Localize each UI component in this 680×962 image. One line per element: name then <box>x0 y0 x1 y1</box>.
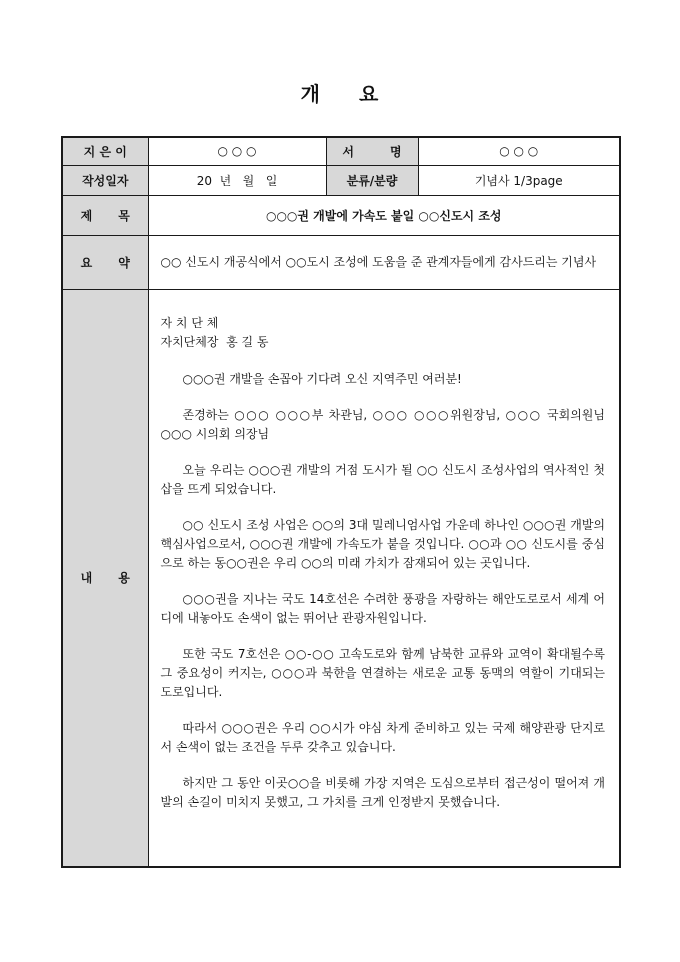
row-subject <box>62 195 620 235</box>
signature-label-b: 명 <box>390 144 402 159</box>
date-label: 작성일자 <box>62 165 148 195</box>
speech-paragraph: 존경하는 ○○○ ○○○부 차관님, ○○○ ○○○위원장님, ○○○ 국회의원님 ○○○ 시의회 의장님 <box>160 407 605 441</box>
row-summary <box>62 235 620 289</box>
signature-value: ○ ○ ○ <box>418 137 620 165</box>
date-value: 20 년 월 일 <box>148 165 326 195</box>
speech-paragraph: 하지만 그 동안 이곳○○을 비롯해 가장 지역은 도심으로부터 접근성이 떨어져 개발의 손길이 미치지 못했고, 그 가치를 크게 인정받지 못했습니다. <box>160 775 605 809</box>
page-title-right: 요 <box>359 82 380 106</box>
category-label: 분류/분량 <box>326 165 418 195</box>
row-date <box>62 165 620 195</box>
speaker-org: 자 치 단 체 <box>160 315 219 330</box>
summary-label-b: 약 <box>118 255 130 270</box>
author-value: ○ ○ ○ <box>148 137 326 165</box>
category-value: 기념사 1/3page <box>418 165 620 195</box>
speech-paragraph: 따라서 ○○○권은 우리 ○○시가 야심 차게 준비하고 있는 국제 해양관광 단지로서 손색이 없는 조건을 두루 갖추고 있습니다. <box>160 720 605 754</box>
subject-label-b: 목 <box>118 208 130 223</box>
speech-paragraph: ○○○권을 지나는 국도 14호선은 수려한 풍광을 자랑하는 해안도로로서 세계 어디에 내놓아도 손색이 없는 뛰어난 관광자원입니다. <box>160 591 605 625</box>
page-title <box>0 78 680 107</box>
row-content <box>62 289 620 867</box>
summary-label <box>62 235 148 289</box>
subject-label-a: 제 <box>80 208 93 223</box>
content-label-b: 용 <box>118 571 130 586</box>
summary-label-a: 요 <box>80 255 93 270</box>
content-label-a: 내 <box>80 571 93 586</box>
speech-body <box>148 289 620 867</box>
content-label <box>62 289 148 867</box>
page-title-left: 개 <box>300 82 321 106</box>
summary-value: ○○ 신도시 개공식에서 ○○도시 조성에 도움을 준 관계자들에게 감사드리는 기념사 <box>148 235 620 289</box>
subject-value: ○○○권 개발에 가속도 붙일 ○○신도시 조성 <box>148 195 620 235</box>
speaker-block <box>161 314 606 352</box>
row-author <box>62 137 620 165</box>
author-label: 지 은 이 <box>62 137 148 165</box>
speech-paragraph: ○○○권 개발을 손꼽아 기다려 오신 지역주민 여러분! <box>182 371 462 386</box>
speech-form-table <box>61 136 621 868</box>
speech-paragraph: ○○ 신도시 조성 사업은 ○○의 3대 밀레니엄사업 가운데 하나인 ○○○권 개발의 핵심사업으로서, ○○○권 개발에 가속도가 붙을 것입니다. ○○과 ○○ 신도시를 중심으로 하는 동○○권은 우리 ○○의 미래 가치가 잠재되어 있는 곳입니다. <box>160 517 605 570</box>
speech-paragraph: 또한 국도 7호선은 ○○-○○ 고속도로와 함께 남북한 교류와 교역이 확대될수록 그 중요성이 커지는, ○○○과 북한을 연결하는 새로운 교통 동맥의 역할이 기대되는 도로입니다. <box>160 646 605 699</box>
subject-label <box>62 195 148 235</box>
speech-paragraph: 오늘 우리는 ○○○권 개발의 거점 도시가 될 ○○ 신도시 조성사업의 역사적인 첫 삽을 뜨게 되었습니다. <box>160 462 605 496</box>
signature-label <box>326 137 418 165</box>
signature-label-a: 서 <box>342 144 354 159</box>
speaker-name: 자치단체장 홍 길 동 <box>160 334 269 349</box>
